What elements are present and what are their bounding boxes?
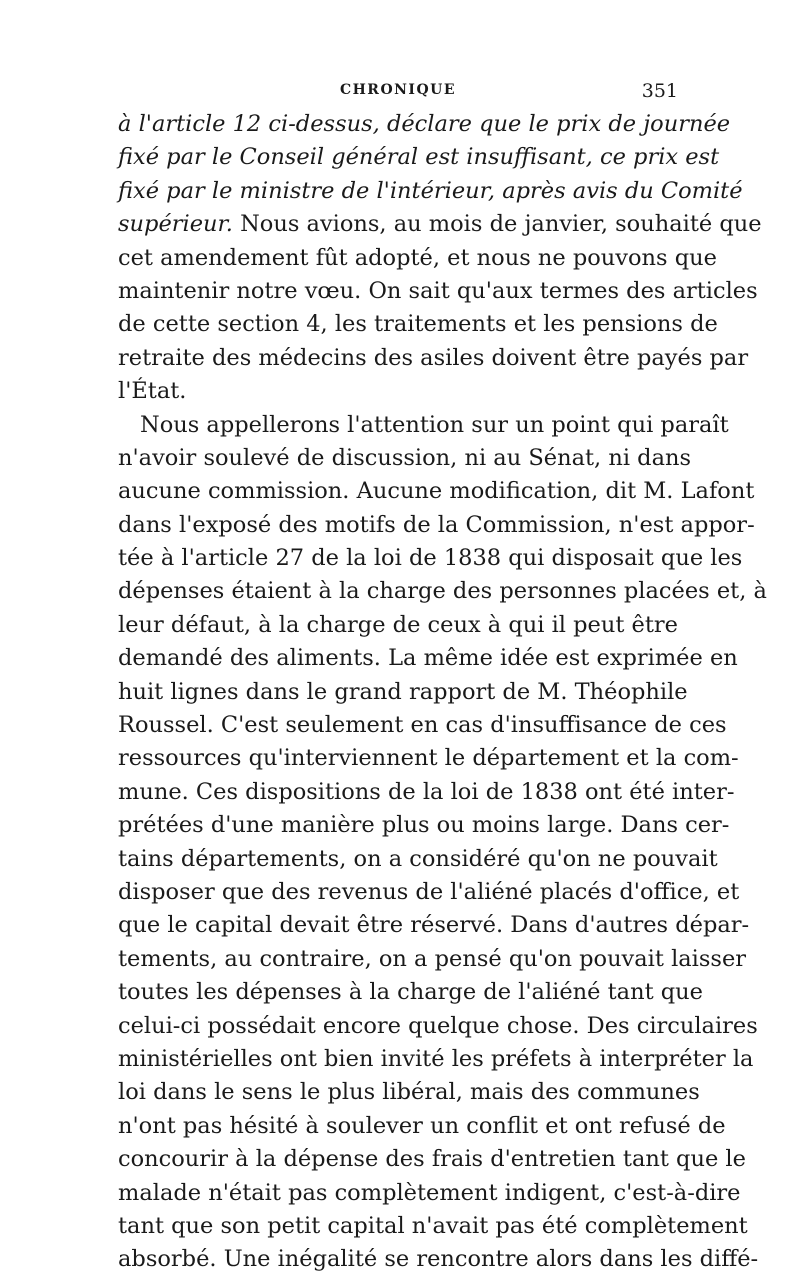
text-line [118, 776, 735, 809]
text-line [118, 976, 703, 1009]
text-segment: n'ont pas hésité à soulever un conflit et ont refusé de [118, 1112, 726, 1139]
text-line [118, 375, 678, 408]
text-segment: tant que son petit capital n'avait pas été complètement [118, 1212, 748, 1239]
text-segment: cet amendement fût adopté, et nous ne pouvons que [118, 244, 717, 271]
text-line [118, 308, 718, 341]
text-segment: celui-ci possédait encore quelque chose. Des circulaires [118, 1012, 758, 1039]
book-page [118, 80, 767, 1277]
text-segment: de cette section 4, les traitements et les pensions de [118, 311, 718, 338]
text-line [118, 175, 743, 208]
text-segment: toutes les dépenses à la charge de l'aliéné tant que [118, 979, 703, 1006]
text-line [118, 208, 762, 241]
text-line [118, 742, 739, 775]
text-segment: Roussel. C'est seulement en cas d'insuffisance de ces [118, 712, 727, 739]
text-line [118, 409, 729, 442]
text-line [118, 1243, 759, 1276]
text-segment: demandé des aliments. La même idée est exprimée en [118, 645, 738, 672]
text-segment: loi dans le sens le plus libéral, mais des communes [118, 1079, 700, 1106]
text-line [118, 141, 720, 174]
text-line [118, 442, 692, 475]
text-line [118, 275, 758, 308]
text-line [118, 909, 750, 942]
text-segment: concourir à la dépense des frais d'entretien tant que le [118, 1146, 746, 1173]
text-segment: n'avoir soulevé de discussion, ni au Sénat, ni dans [118, 444, 692, 471]
text-segment: ministérielles ont bien invité les préfets à interpréter la [118, 1045, 754, 1072]
text-line [118, 1210, 748, 1243]
text-line [118, 676, 688, 709]
text-segment: retraite des médecins des asiles doivent être payés par [118, 344, 749, 371]
running-title: CHRONIQUE [339, 82, 457, 98]
text-segment: dans l'exposé des motifs de la Commission, n'est appor- [118, 511, 755, 538]
text-segment: supérieur. [118, 211, 233, 238]
text-line [118, 1076, 700, 1109]
text-segment: leur défaut, à la charge de ceux à qui il peut être [118, 611, 678, 638]
text-line [118, 1010, 758, 1043]
body-text [118, 108, 767, 1277]
text-line [118, 542, 743, 575]
text-line [118, 943, 747, 976]
text-line [118, 642, 738, 675]
text-segment: disposer que des revenus de l'aliéné placés d'office, et [118, 878, 740, 905]
text-line [118, 1043, 754, 1076]
text-segment: mune. Ces dispositions de la loi de 1838 ont été inter- [118, 778, 735, 805]
text-line [118, 242, 717, 275]
text-line [118, 609, 678, 642]
text-line [118, 1110, 726, 1143]
text-line [118, 509, 755, 542]
text-segment: absorbé. Une inégalité se rencontre alors dans les diffé- [118, 1246, 759, 1273]
text-segment: tée à l'article 27 de la loi de 1838 qui disposait que les [118, 545, 743, 572]
text-line [118, 475, 755, 508]
text-line [118, 1177, 741, 1210]
text-segment: que le capital devait être réservé. Dans d'autres dépar- [118, 912, 750, 939]
text-segment: aucune commission. Aucune modification, dit M. Lafont [118, 478, 755, 505]
text-line [118, 709, 727, 742]
text-segment: Nous avions, au mois de janvier, souhaité que [232, 211, 762, 238]
text-segment: dépenses étaient à la charge des personnes placées et, à [118, 578, 767, 605]
text-line [118, 108, 731, 141]
running-head [118, 82, 678, 108]
text-segment: l'État. [118, 378, 187, 405]
text-segment: prétées d'une manière plus ou moins large. Dans cer- [118, 812, 730, 839]
text-line [118, 575, 767, 608]
text-segment: fixé par le ministre de l'intérieur, après avis du Comité [118, 177, 743, 204]
text-segment: malade n'était pas complètement indigent, c'est-à-dire [118, 1179, 741, 1206]
text-line [118, 876, 740, 909]
text-segment: tains départements, on a considéré qu'on ne pouvait [118, 845, 718, 872]
text-segment: Nous appellerons l'attention sur un point qui paraît [140, 411, 729, 438]
text-segment: ressources qu'interviennent le département et la com- [118, 745, 739, 772]
text-line [118, 1143, 746, 1176]
text-segment: tements, au contraire, on a pensé qu'on pouvait laisser [118, 945, 747, 972]
text-segment: à l'article 12 ci-dessus, déclare que le prix de journée [118, 111, 731, 137]
text-line [118, 809, 730, 842]
text-segment: huit lignes dans le grand rapport de M. Théophile [118, 678, 688, 705]
page-number: 351 [641, 80, 678, 102]
text-segment: maintenir notre vœu. On sait qu'aux termes des articles [118, 277, 758, 304]
text-line [118, 843, 718, 876]
text-segment: fixé par le Conseil général est insuffisant, ce prix est [118, 144, 720, 171]
text-line [118, 342, 749, 375]
